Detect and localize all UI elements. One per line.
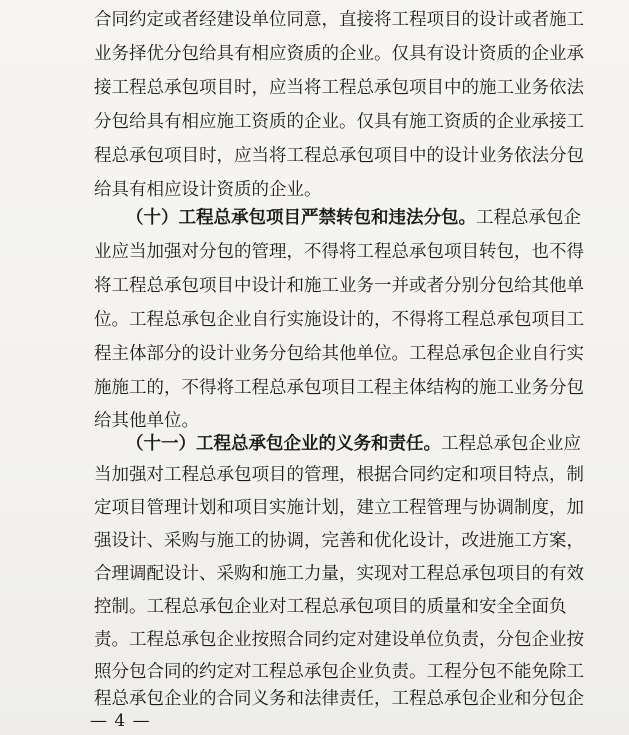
page-number: — 4 — — [90, 711, 151, 731]
body-line: 控制。工程总承包企业对工程总承包项目的质量和安全全面负 — [94, 597, 567, 617]
body-line: 定项目管理计划和项目实施计划，建立工程管理与协调制度，加 — [94, 498, 584, 518]
body-line: 程总承包项目时，应当将工程总承包项目中的设计业务依法分包 — [94, 146, 584, 166]
body-line: 位。工程总承包企业自行实施设计的，不得将工程总承包项目工 — [94, 310, 584, 330]
body-line: 合同约定或者经建设单位同意，直接将工程项目的设计或者施工 — [94, 10, 584, 30]
section-heading: （十）工程总承包项目严禁转包和违法分包。 — [126, 208, 476, 228]
body-line: 责。工程总承包企业按照合同约定对建设单位负责，分包企业按 — [94, 630, 584, 650]
body-line: 接工程总承包项目时，应当将工程总承包项目中的施工业务依法 — [94, 78, 584, 98]
section-heading-line: （十一）工程总承包企业的义务和责任。工程总承包企业应 — [126, 434, 581, 454]
body-line: 分包给具有相应施工资质的企业。仅具有施工资质的企业承接工 — [94, 112, 584, 132]
body-line: 照分包合同的约定对工程总承包企业负责。工程分包不能免除工 — [94, 662, 584, 682]
section-heading: （十一）工程总承包企业的义务和责任。 — [126, 434, 441, 454]
body-line: 程总承包企业的合同义务和法律责任，工程总承包企业和分包企 — [94, 689, 584, 709]
body-line: 强设计、采购与施工的协调，完善和优化设计，改进施工方案， — [94, 531, 584, 551]
body-line: 给其他单位。 — [94, 411, 199, 431]
section-heading-line: （十）工程总承包项目严禁转包和违法分包。工程总承包企 — [126, 208, 581, 228]
body-line: 合理调配设计、采购和施工力量，实现对工程总承包项目的有效 — [94, 564, 584, 584]
body-line: 程主体部分的设计业务分包给其他单位。工程总承包企业自行实 — [94, 344, 584, 364]
body-line: 将工程总承包项目中设计和施工业务一并或者分别分包给其他单 — [94, 276, 584, 296]
body-line: 业应当加强对分包的管理，不得将工程总承包项目转包，也不得 — [94, 242, 584, 262]
body-line: 当加强对工程总承包项目的管理，根据合同约定和项目特点，制 — [94, 465, 584, 485]
body-line: 给具有相应设计资质的企业。 — [94, 180, 322, 200]
body-line: 施施工的，不得将工程总承包项目工程主体结构的施工业务分包 — [94, 378, 584, 398]
body-line: 业务择优分包给具有相应资质的企业。仅具有设计资质的企业承 — [94, 44, 584, 64]
